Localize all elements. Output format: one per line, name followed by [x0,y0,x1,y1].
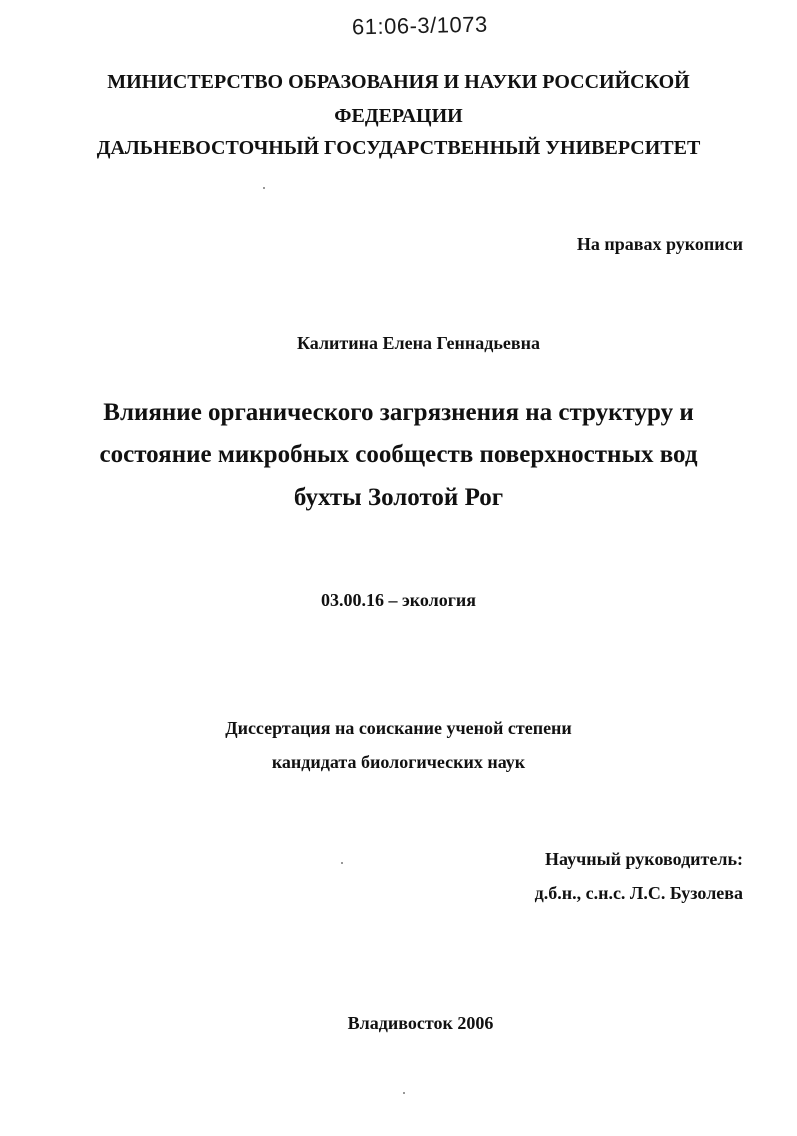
supervisor-label: Научный руководитель: [545,849,743,869]
scan-speck [341,862,343,864]
thesis-title-line-3: бухты Золотой Рог [293,484,504,511]
author-name: Калитина Елена Геннадьевна [296,333,540,353]
city-year: Владивосток 2006 [347,1013,494,1033]
specialty-code: 03.00.16 – экология [320,590,477,610]
manuscript-note: На правах рукописи [576,234,743,254]
degree-line-1: Диссертация на соискание ученой степени [225,718,572,738]
thesis-title-line-1: Влияние органического загрязнения на структуру и [103,399,694,426]
scan-speck [403,1092,405,1094]
ministry-line-2: ФЕДЕРАЦИИ [334,105,463,127]
scan-speck [263,187,265,189]
degree-line-2: кандидата биологических наук [271,752,526,772]
thesis-title-line-2: состояние микробных сообществ поверхностных вод [99,441,698,468]
ministry-line-1: МИНИСТЕРСТВО ОБРАЗОВАНИЯ И НАУКИ РОССИЙСКОЙ [107,71,690,93]
archive-stamp: 61:06-3/1073 [351,11,488,40]
supervisor-name: д.б.н., с.н.с. Л.С. Бузолева [534,883,743,903]
university-name: ДАЛЬНЕВОСТОЧНЫЙ ГОСУДАРСТВЕННЫЙ УНИВЕРСИТЕТ [96,137,701,159]
